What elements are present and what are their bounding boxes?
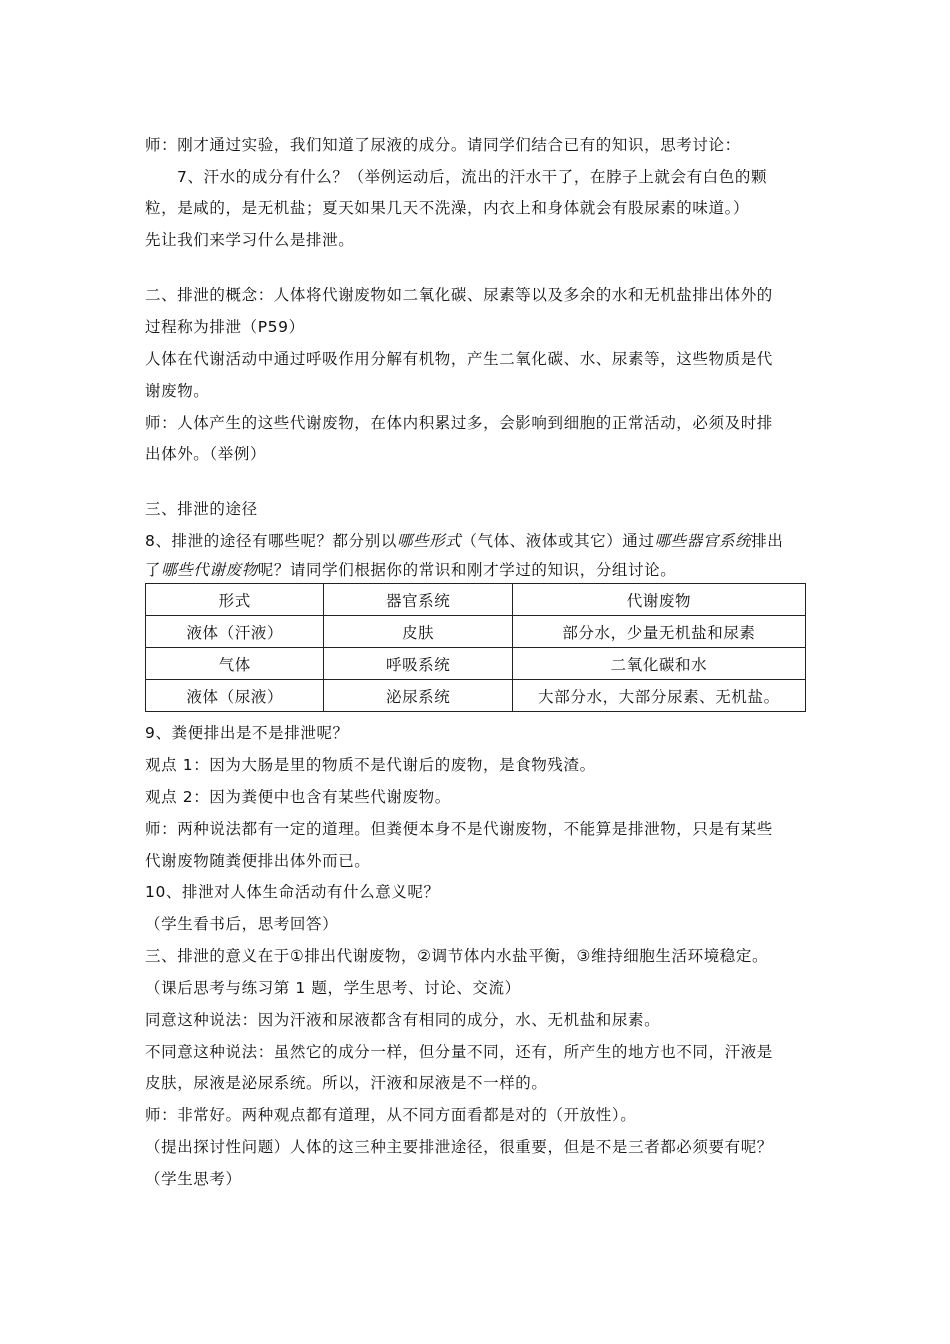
paragraph: （学生思考） (145, 1170, 242, 1188)
paragraph: 师：两种说法都有一定的道理。但粪便本身不是代谢废物，不能算是排泄物，只是有某些 (145, 820, 773, 838)
excretion-table (145, 583, 806, 712)
paragraph: 人体在代谢活动中通过呼吸作用分解有机物，产生二氧化碳、水、尿素等，这些物质是代 (145, 350, 773, 368)
paragraph: （提出探讨性问题）人体的这三种主要排泄途径，很重要，但是不是三者都必须要有呢？ (145, 1138, 773, 1156)
section-heading-pathways: 三、排泄的途径 (145, 500, 258, 518)
paragraph: 观点 2：因为粪便中也含有某些代谢废物。 (145, 788, 451, 806)
table-row (146, 616, 806, 648)
paragraph: 不同意这种说法：虽然它的成分一样，但分量不同，还有，所产生的地方也不同，汗液是 (145, 1043, 773, 1061)
paragraph: 观点 1：因为大肠是里的物质不是代谢后的废物，是食物残渣。 (145, 756, 596, 774)
table-header-row (146, 584, 806, 616)
paragraph: 出体外。（举例） (145, 445, 267, 463)
paragraph: 师：刚才通过实验，我们知道了尿液的成分。请同学们结合已有的知识，思考讨论： (145, 136, 741, 154)
table-row (146, 648, 806, 680)
table-header: 器官系统 (324, 584, 512, 616)
paragraph: 师：人体产生的这些代谢废物，在体内积累过多，会影响到细胞的正常活动，必须及时排 (145, 414, 773, 432)
question-7: 7、汗水的成分有什么？（举例运动后，流出的汗水干了，在脖子上就会有白色的颗 (177, 168, 768, 186)
paragraph: 代谢废物随粪便排出体外而已。 (145, 852, 371, 870)
paragraph: （学生看书后，思考回答） (145, 915, 339, 933)
paragraph: 先让我们来学习什么是排泄。 (145, 231, 355, 249)
paragraph: 师：非常好。两种观点都有道理，从不同方面看都是对的（开放性）。 (145, 1106, 637, 1124)
section-heading-concept: 二、排泄的概念：人体将代谢废物如二氧化碳、尿素等以及多余的水和无机盐排出体外的 (145, 286, 773, 304)
table-cell: 液体（汗液） (146, 616, 324, 648)
question-9: 9、粪便排出是不是排泄呢？ (145, 724, 349, 742)
table-cell: 二氧化碳和水 (512, 648, 805, 680)
paragraph: （课后思考与练习第 1 题，学生思考、讨论、交流） (145, 979, 521, 997)
table-cell: 大部分水，大部分尿素、无机盐。 (512, 680, 805, 712)
section-heading-significance: 三、排泄的意义在于①排出代谢废物，②调节体内水盐平衡，③维持细胞生活环境稳定。 (145, 947, 769, 965)
table-cell: 液体（尿液） (146, 680, 324, 712)
table-header: 代谢废物 (512, 584, 805, 616)
paragraph: 过程称为排泄（P59） (145, 318, 305, 336)
table-cell: 部分水，少量无机盐和尿素 (512, 616, 805, 648)
table-row (146, 680, 806, 712)
paragraph: 同意这种说法：因为汗液和尿液都含有相同的成分，水、无机盐和尿素。 (145, 1011, 661, 1029)
paragraph: 了哪些代谢废物呢？请同学们根据你的常识和刚才学过的知识，分组讨论。 (145, 561, 677, 579)
table-cell: 皮肤 (324, 616, 512, 648)
table-header: 形式 (146, 584, 324, 616)
table-cell: 泌尿系统 (324, 680, 512, 712)
paragraph: 粒，是咸的，是无机盐；夏天如果几天不洗澡，内衣上和身体就会有股尿素的味道。） (145, 199, 750, 217)
question-10: 10、排泄对人体生命活动有什么意义呢？ (145, 883, 440, 901)
paragraph: 谢废物。 (145, 382, 210, 400)
paragraph: 皮肤，尿液是泌尿系统。所以，汗液和尿液是不一样的。 (145, 1074, 548, 1092)
table-cell: 呼吸系统 (324, 648, 512, 680)
table-cell: 气体 (146, 648, 324, 680)
question-8: 8、排泄的途径有哪些呢？都分别以哪些形式（气体、液体或其它）通过哪些器官系统排出 (145, 532, 784, 550)
